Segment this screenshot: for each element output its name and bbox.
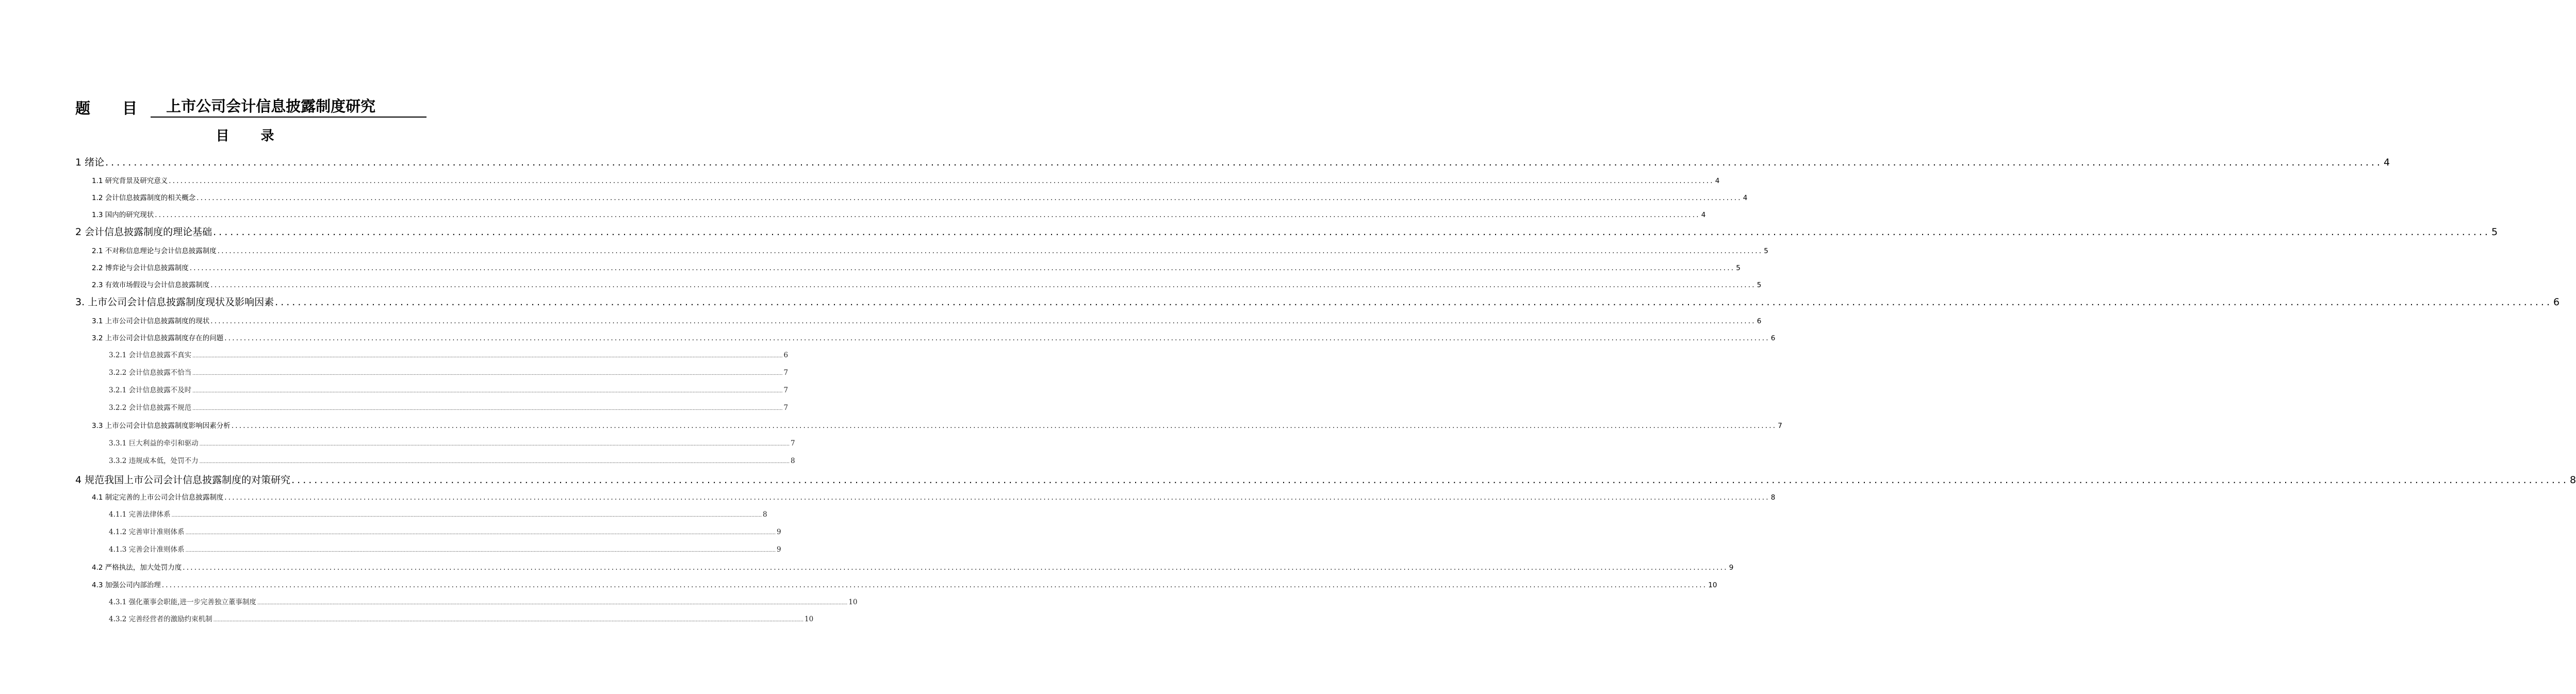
toc-heading: 目 录 (216, 128, 288, 144)
toc-entry-page-number: 10 (1708, 581, 1717, 589)
toc-entry-title: 1.3 国内的研究现状 (92, 211, 154, 219)
toc-entry-level-2[interactable] (92, 420, 1782, 432)
dot-leader: ................................................................................................................................................................................................................................................................................................................................................................................................................ (105, 157, 2383, 168)
dot-leader: ................................................................................................................................................................................................................................................................................................................................................................................................................ (210, 317, 1756, 325)
dot-leader: ................................................................................................................................................................................................................................................................................................................................................................................................................ (213, 226, 2490, 238)
toc-entry-page-number: 5 (1764, 247, 1768, 255)
toc-entry-page-number: 9 (777, 528, 781, 536)
toc-entry-title: 4.1 制定完善的上市公司会计信息披露制度 (92, 493, 224, 502)
title-line (75, 97, 426, 118)
toc-entry-title: 3.2.2 会计信息披露不恰当 (109, 369, 192, 377)
toc-entry-page-number: 7 (783, 369, 789, 377)
toc-entry-level-2[interactable] (92, 562, 1734, 573)
dot-leader: ................................................................................................................................................................................................................................................................................................................................................................................................................ (185, 531, 776, 536)
toc-entry-page-number: 4 (1701, 211, 1706, 219)
toc-entry-title: 1 绪论 (75, 157, 105, 168)
toc-entry-page-number: 6 (783, 351, 789, 359)
toc-entry-level-3[interactable] (109, 544, 781, 555)
dot-leader: ................................................................................................................................................................................................................................................................................................................................................................................................................ (199, 442, 790, 447)
toc-entry-title: 3.3 上市公司会计信息披露制度影响因素分析 (92, 422, 231, 430)
toc-entry-level-3[interactable] (109, 402, 789, 414)
dot-leader: ................................................................................................................................................................................................................................................................................................................................................................................................................ (231, 422, 1777, 430)
toc-entry-title: 1.2 会计信息披露制度的相关概念 (92, 194, 196, 202)
toc-entry-level-3[interactable] (109, 438, 795, 449)
toc-entry-title: 4.1.3 完善会计准则体系 (109, 546, 185, 554)
dot-leader: ................................................................................................................................................................................................................................................................................................................................................................................................................ (291, 474, 2569, 486)
dot-leader: ................................................................................................................................................................................................................................................................................................................................................................................................................ (196, 194, 1742, 202)
toc-entry-level-2[interactable] (92, 492, 1776, 503)
toc-entry-level-3[interactable] (109, 509, 767, 520)
toc-entry-page-number: 8 (763, 510, 767, 519)
thesis-title: 上市公司会计信息披露制度研究 (151, 97, 426, 118)
toc-entry-page-number: 9 (1729, 564, 1734, 572)
toc-entry-page-number: 4 (1715, 177, 1720, 185)
toc-entry-title: 4 规范我国上市公司会计信息披露制度的对策研究 (75, 474, 291, 486)
toc-entry-level-3[interactable] (109, 614, 814, 625)
toc-entry-page-number: 8 (1770, 493, 1776, 502)
toc-entry-page-number: 5 (1736, 264, 1741, 272)
toc-entry-title: 3.3.2 违规成本低，处罚不力 (109, 457, 199, 465)
dot-leader: ................................................................................................................................................................................................................................................................................................................................................................................................................ (171, 513, 762, 518)
dot-leader: ................................................................................................................................................................................................................................................................................................................................................................................................................ (189, 264, 1735, 272)
dot-leader: ................................................................................................................................................................................................................................................................................................................................................................................................................ (192, 371, 783, 376)
toc-entry-page-number: 4 (1743, 194, 1748, 202)
dot-leader: ................................................................................................................................................................................................................................................................................................................................................................................................................ (213, 618, 803, 623)
toc-entry-level-2[interactable] (92, 279, 1762, 291)
dot-leader: ................................................................................................................................................................................................................................................................................................................................................................................................................ (169, 177, 1714, 185)
toc-entry-level-2[interactable] (92, 209, 1706, 221)
toc-entry-title: 3.1 上市公司会计信息披露制度的现状 (92, 317, 210, 325)
toc-entry-title: 4.3 加强公司内部治理 (92, 581, 161, 589)
toc-entry-page-number: 4 (2383, 157, 2390, 168)
toc-entry-level-3[interactable] (109, 526, 781, 538)
toc-entry-level-3[interactable] (109, 597, 858, 608)
toc-entry-title: 2.2 博弈论与会计信息披露制度 (92, 264, 189, 272)
toc-entry-title: 2.1 不对称信息理论与会计信息披露制度 (92, 247, 217, 255)
dot-leader: ................................................................................................................................................................................................................................................................................................................................................................................................................ (192, 389, 783, 394)
toc-entry-page-number: 7 (783, 404, 789, 412)
toc-entry-page-number: 7 (1778, 422, 1782, 430)
toc-entry-title: 3.2.1 会计信息披露不真实 (109, 351, 192, 359)
toc-entry-level-2[interactable] (92, 316, 1762, 327)
toc-entry-level-2[interactable] (92, 245, 1768, 257)
toc-entry-page-number: 8 (791, 457, 795, 465)
toc-entry-level-3[interactable] (109, 455, 795, 467)
toc-entry-title: 4.3.2 完善经营者的激励约束机制 (109, 615, 212, 623)
toc-entry-page-number: 7 (783, 386, 789, 394)
toc-entry-page-number: 10 (848, 598, 858, 606)
dot-leader: ................................................................................................................................................................................................................................................................................................................................................................................................................ (224, 493, 1770, 502)
toc-entry-level-3[interactable] (109, 367, 789, 378)
dot-leader: ................................................................................................................................................................................................................................................................................................................................................................................................................ (192, 354, 783, 359)
toc-entry-title: 3.2 上市公司会计信息披露制度存在的问题 (92, 334, 224, 342)
toc-entry-level-1[interactable] (75, 225, 2498, 239)
toc-entry-level-1[interactable] (75, 473, 2576, 487)
toc-entry-level-1[interactable] (75, 155, 2390, 170)
toc-entry-title: 4.1.1 完善法律体系 (109, 510, 171, 519)
toc-entry-level-2[interactable] (92, 192, 1748, 204)
toc-entry-title: 1.1 研究背景及研究意义 (92, 177, 168, 185)
toc-entry-title: 3.3.1 巨大利益的牵引和驱动 (109, 439, 199, 448)
toc-entry-page-number: 10 (805, 615, 814, 623)
dot-leader: ................................................................................................................................................................................................................................................................................................................................................................................................................ (161, 581, 1708, 589)
toc-entry-title: 3.2.2 会计信息披露不规范 (109, 404, 192, 412)
toc-entry-page-number: 6 (1757, 317, 1762, 325)
toc-entry-level-1[interactable] (75, 295, 2560, 309)
toc-entry-page-number: 5 (1757, 281, 1762, 289)
toc-entry-level-3[interactable] (109, 385, 789, 396)
toc-entry-page-number: 9 (777, 546, 781, 554)
toc-entry-level-2[interactable] (92, 580, 1717, 591)
title-label: 题 目 (75, 100, 151, 117)
dot-leader: ................................................................................................................................................................................................................................................................................................................................................................................................................ (210, 281, 1756, 289)
toc-entry-title: 3.2.1 会计信息披露不及时 (109, 386, 192, 394)
toc-entry-title: 4.2 严格执法，加大处罚力度 (92, 564, 182, 572)
toc-entry-page-number: 6 (2553, 296, 2560, 308)
toc-entry-level-3[interactable] (109, 350, 789, 361)
toc-entry-level-2[interactable] (92, 262, 1741, 274)
dot-leader: ................................................................................................................................................................................................................................................................................................................................................................................................................ (275, 296, 2552, 308)
dot-leader: ................................................................................................................................................................................................................................................................................................................................................................................................................ (183, 564, 1728, 572)
dot-leader: ................................................................................................................................................................................................................................................................................................................................................................................................................ (217, 247, 1763, 255)
toc-entry-title: 2 会计信息披露制度的理论基础 (75, 226, 212, 238)
toc-entry-page-number: 7 (791, 439, 795, 448)
toc-entry-title: 3. 上市公司会计信息披露制度现状及影响因素 (75, 296, 274, 308)
toc-entry-title: 2.3 有效市场假设与会计信息披露制度 (92, 281, 210, 289)
toc-entry-title: 4.1.2 完善审计准则体系 (109, 528, 185, 536)
dot-leader: ................................................................................................................................................................................................................................................................................................................................................................................................................ (199, 459, 790, 465)
toc-entry-level-2[interactable] (92, 333, 1776, 344)
toc-entry-level-2[interactable] (92, 175, 1720, 187)
dot-leader: ................................................................................................................................................................................................................................................................................................................................................................................................................ (185, 548, 776, 553)
toc-entry-page-number: 5 (2491, 226, 2498, 238)
dot-leader: ................................................................................................................................................................................................................................................................................................................................................................................................................ (155, 211, 1700, 219)
toc-entry-page-number: 6 (1770, 334, 1776, 342)
dot-leader: ................................................................................................................................................................................................................................................................................................................................................................................................................ (257, 601, 848, 606)
toc-entry-page-number: 8 (2569, 474, 2576, 486)
dot-leader: ................................................................................................................................................................................................................................................................................................................................................................................................................ (192, 406, 783, 411)
toc-entry-title: 4.3.1 强化董事会职能,进一步完善独立董事制度 (109, 598, 256, 606)
dot-leader: ................................................................................................................................................................................................................................................................................................................................................................................................................ (224, 334, 1770, 342)
